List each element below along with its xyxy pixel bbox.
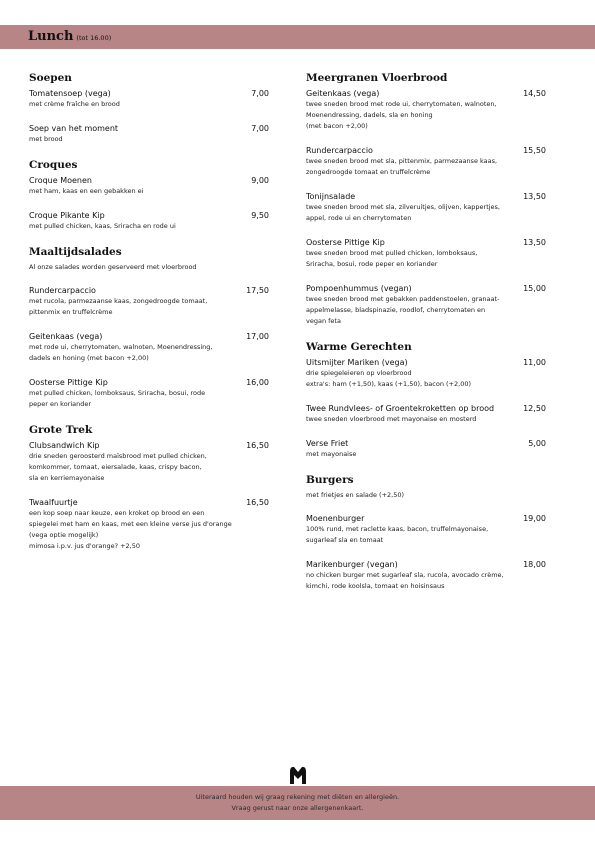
menu-item [306, 357, 546, 390]
menu-item-header [29, 210, 269, 221]
page-title-text: Lunch [28, 29, 74, 44]
menu-item-name: Uitsmijter Mariken (vega) [306, 358, 408, 367]
menu-item-description: een kop soep naar keuze, een kroket op brood en een [29, 509, 205, 517]
menu-item-header [306, 283, 546, 294]
menu-item-price: 7,00 [251, 89, 269, 98]
menu-item-price: 12,50 [523, 404, 546, 413]
menu-item-header [29, 497, 269, 508]
menu-item [306, 88, 546, 132]
menu-item-description: twee sneden brood met sla, pittenmix, parmezaanse kaas, [306, 157, 498, 165]
menu-item [29, 123, 269, 145]
menu-item-price: 17,00 [246, 332, 269, 341]
menu-item-name: Tomatensoep (vega) [29, 89, 111, 98]
menu-section [306, 474, 546, 592]
menu-item-description: dadels en honing (met bacon +2,00) [29, 354, 149, 362]
menu-item-description: met pulled chicken, lomboksaus, Sriracha, bosui, rode [29, 389, 206, 397]
menu-item-price: 13,50 [523, 192, 546, 201]
menu-item-description: drie spiegeleieren op vloerbrood [306, 369, 412, 377]
menu-item-description: 100% rund, met raclette kaas, bacon, truffelmayonaise, [306, 525, 489, 533]
menu-item-description: komkommer, tomaat, eiersalade, kaas, crispy bacon, [29, 463, 202, 471]
menu-section [29, 424, 269, 552]
menu-item-header [29, 285, 269, 296]
menu-item [29, 88, 269, 110]
section-note: met frietjes en salade (+2,50) [306, 491, 405, 499]
menu-item-description: extra's: ham (+1,50), kaas (+1,50), bacon (+2,00) [306, 380, 472, 388]
menu-item-description: Moenendressing, dadels, sla en honing [306, 111, 433, 119]
menu-item-description: met pulled chicken, kaas, Sriracha en rode ui [29, 222, 176, 230]
menu-item-name: Twee Rundvlees- of Groentekroketten op brood [306, 404, 495, 413]
menu-item-name: Croque Moenen [29, 176, 92, 185]
menu-item-description: mimosa i.p.v. jus d'orange? +2,50 [29, 542, 141, 550]
page-subtitle: (tot 16.00) [76, 34, 112, 42]
menu-item [29, 175, 269, 197]
menu-item-price: 5,00 [528, 439, 546, 448]
menu-item-name: Tonijnsalade [306, 192, 356, 201]
menu-item-header [29, 440, 269, 451]
menu-item-description: twee sneden vloerbrood met mayonaise en mosterd [306, 415, 477, 423]
menu-item-header [29, 175, 269, 186]
moenen-logo-icon [288, 764, 308, 785]
menu-item-header [29, 88, 269, 99]
menu-item-description: sla en kerriemayonaise [29, 474, 105, 482]
menu-item [29, 497, 269, 552]
menu-item-description: Sriracha, bosui, rode peper en koriander [306, 260, 438, 268]
menu-item-description: twee sneden brood met gebakken paddenstoelen, granaat- [306, 295, 500, 303]
menu-item [306, 438, 546, 460]
section-title: Meergranen Vloerbrood [306, 72, 448, 84]
menu-item-name: Rundercarpaccio [306, 146, 373, 155]
menu-item-description: peper en koriander [29, 400, 92, 408]
menu-item-price: 16,50 [246, 498, 269, 507]
menu-item-description: zongedroogde tomaat en truffelcrème [306, 168, 431, 176]
menu-item-name: Twaalfuurtje [29, 498, 78, 507]
menu-item [306, 145, 546, 178]
menu-item-price: 19,00 [523, 514, 546, 523]
menu-item [29, 210, 269, 232]
menu-item-description: appelmelasse, bladspinazie, roodlof, cherrytomaten en [306, 306, 486, 314]
menu-section [29, 159, 269, 232]
menu-item-description: twee sneden brood met sla, zilveruitjes, olijven, kappertjes, [306, 203, 500, 211]
menu-item-description: met mayonaise [306, 450, 357, 458]
section-title: Croques [29, 159, 78, 171]
menu-item-name: Geitenkaas (vega) [29, 332, 103, 341]
menu-item-description: met rucola, parmezaanse kaas, zongedroogde tomaat, [29, 297, 208, 305]
menu-item-description: met brood [29, 135, 63, 143]
menu-item-price: 7,00 [251, 124, 269, 133]
menu-item-name: Pompoenhummus (vegan) [306, 284, 412, 293]
menu-item [306, 237, 546, 270]
menu-item-description: vegan feta [306, 317, 341, 325]
menu-item-description: met rode ui, cherrytomaten, walnoten, Moenendressing, [29, 343, 213, 351]
footer-line-2: Vraag gerust naar onze allergenenkaart. [231, 804, 364, 812]
section-title: Grote Trek [29, 424, 93, 436]
menu-item-name: Geitenkaas (vega) [306, 89, 380, 98]
menu-item-name: Verse Friet [306, 439, 349, 448]
menu-item-header [29, 331, 269, 342]
menu-item-header [306, 438, 546, 449]
menu-item-price: 9,00 [251, 176, 269, 185]
left-column [29, 72, 269, 566]
menu-item-header [29, 377, 269, 388]
menu-item-price: 11,00 [523, 358, 546, 367]
menu-section [306, 72, 546, 327]
section-title: Soepen [29, 72, 72, 84]
menu-item-header [306, 559, 546, 570]
menu-item-header [306, 357, 546, 368]
section-note: Al onze salades worden geserveerd met vloerbrood [29, 263, 197, 271]
menu-item [306, 559, 546, 592]
menu-item-price: 14,50 [523, 89, 546, 98]
menu-item-price: 18,00 [523, 560, 546, 569]
menu-item-price: 13,50 [523, 238, 546, 247]
menu-item-description: met crème fraîche en brood [29, 100, 120, 108]
menu-item-name: Soep van het moment [29, 124, 119, 133]
footer-band [0, 786, 595, 820]
menu-item [306, 513, 546, 546]
right-column [306, 72, 546, 606]
menu-item-price: 15,50 [523, 146, 546, 155]
menu-section [29, 72, 269, 145]
menu-item-header [306, 237, 546, 248]
menu-item-name: Marikenburger (vegan) [306, 560, 398, 569]
menu-item-header [306, 191, 546, 202]
page-title [28, 29, 111, 44]
menu-item-description: no chicken burger met sugarleaf sla, rucola, avocado crème, [306, 571, 504, 579]
section-title: Burgers [306, 474, 354, 486]
menu-item-price: 16,50 [246, 441, 269, 450]
menu-item-price: 15,00 [523, 284, 546, 293]
menu-item-price: 17,50 [246, 286, 269, 295]
menu-item-header [306, 513, 546, 524]
menu-item-header [29, 123, 269, 134]
menu-item-header [306, 145, 546, 156]
menu-item-description: twee sneden brood met pulled chicken, lomboksaus, [306, 249, 478, 257]
menu-item-name: Moenenburger [306, 514, 365, 523]
menu-item-name: Rundercarpaccio [29, 286, 96, 295]
menu-item-description: spiegelei met ham en kaas, met een kleine verse jus d'orange [29, 520, 232, 528]
menu-item-description: sugarleaf sla en tomaat [306, 536, 384, 544]
section-title: Warme Gerechten [306, 341, 412, 353]
menu-item [29, 377, 269, 410]
menu-item-price: 9,50 [251, 211, 269, 220]
menu-item-description: twee sneden brood met rode ui, cherrytomaten, walnoten, [306, 100, 497, 108]
menu-item-description: (met bacon +2,00) [306, 122, 368, 130]
menu-item-description: pittenmix en truffelcrème [29, 308, 113, 316]
menu-item [29, 440, 269, 484]
menu-item-price: 16,00 [246, 378, 269, 387]
footer-line-1: Uiteraard houden wij graag rekening met diëten en allergieën. [195, 793, 400, 801]
menu-item [29, 331, 269, 364]
menu-item-description: kimchi, rode koolsla, tomaat en hoisinsaus [306, 582, 445, 590]
menu-item [306, 283, 546, 327]
section-title: Maaltijdsalades [29, 246, 122, 258]
menu-item-name: Clubsandwich Kip [29, 441, 100, 450]
menu-item [29, 285, 269, 318]
menu-item-name: Oosterse Pittige Kip [29, 378, 108, 387]
menu-item [306, 191, 546, 224]
menu-item-description: met ham, kaas en een gebakken ei [29, 187, 144, 195]
menu-item-description: appel, rode ui en cherrytomaten [306, 214, 412, 222]
menu-section [29, 246, 269, 410]
menu-section [306, 341, 546, 460]
menu-item-name: Oosterse Pittige Kip [306, 238, 385, 247]
menu-item-description: (vega optie mogelijk) [29, 531, 99, 539]
menu-item-header [306, 88, 546, 99]
menu-item-header [306, 403, 546, 414]
menu-item [306, 403, 546, 425]
menu-item-description: drie sneden geroosterd maïsbrood met pulled chicken, [29, 452, 207, 460]
header-band [0, 25, 595, 49]
menu-item-name: Croque Pikante Kip [29, 211, 105, 220]
